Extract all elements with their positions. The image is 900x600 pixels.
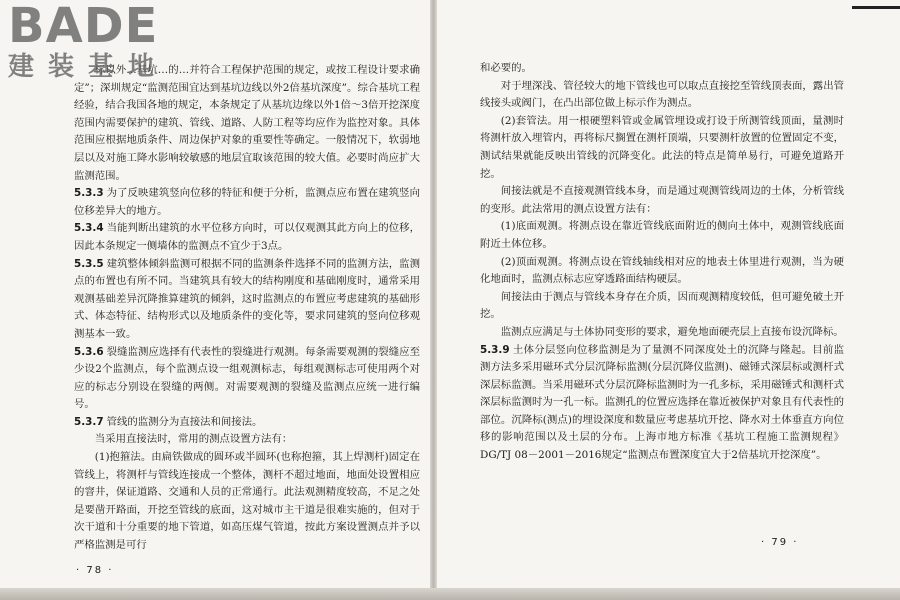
clause-number: 5.3.6: [74, 345, 104, 358]
right-paragraph-8: 监测点应满足与土体协同变形的要求，避免地面硬壳层上直接布设沉降标。: [500, 325, 844, 338]
scan-bottom-shadow: [0, 588, 900, 600]
book-gutter: [430, 0, 437, 600]
clause-number: 5.3.5: [74, 257, 104, 270]
top-edge-rule: [852, 6, 900, 9]
clause-number: 5.3.4: [74, 222, 104, 235]
clause-text: 管线的监测分为直接法和间接法。: [106, 415, 263, 428]
watermark-logo: BADE: [8, 0, 159, 54]
clause-text: 为了反映建筑竖向位移的特征和便于分析，监测点应布置在建筑竖向位移差异大的地方。: [74, 187, 420, 217]
clause-number: 5.3.7: [74, 415, 104, 428]
right-paragraph-3: (2)套管法。用一根硬塑料管或金属管埋设或打设于所测管线顶面，量测时将测杆放入埋管内，再将标尺搁置在测杆顶端，只要测杆放置的位置固定不变，测试结果就能反映出管线的沉降变化。此法的特点是简单易行，可避免道路开挖。: [480, 114, 844, 180]
clause-number: 5.3.3: [74, 187, 104, 200]
clause-text: 土体分层竖向位移监测是为了量测不同深度处土的沉降与隆起。目前监测方法多采用磁环式分层沉降标监测(分层沉降仪监测)、磁锤式深层标或测杆式深层标监测。当采用磁环式分层沉降标监测时为一孔多标，采用磁锤式和测杆式深层标监测时为一孔一标。监测孔的位置应选择在靠近被保护对象且有代表性的部位。沉降标(测点)的埋设深度和数量应考虑基坑开挖、降水对土体垂直方向位移的影响范围以及土层的分布。上海市地方标准《基坑工程施工监测规程》DG/TJ 08－2001－2016规定“监测点布置深度宜大于2倍基坑开挖深度”。: [480, 343, 844, 462]
watermark-subtitle: 建装基地: [8, 52, 169, 82]
right-paragraph-7: 间接法由于测点与管线本身存在介质，因而观测精度较低，但可避免破土开挖。: [480, 290, 844, 321]
clause-5-3-5: [74, 256, 420, 344]
left-paragraph-1: 标以外…基坑…的…并符合工程保护范围的规定，或按工程设计要求确定”；深圳规定“监测范围宜达到基坑边线以外2倍基坑深度”。综合基坑工程经验，结合我国各地的规定，本条规定了从基坑边缘以外1倍～3倍开挖深度范围内需要保护的建筑、管线、道路、人防工程等均应作为监控对象。具体范围应根据地质条件、周边保护对象的重要性等确定。一般情况下，软弱地层以及对施工降水影响较敏感的地层宜取该范围的较大值。必要时尚应扩大监测范围。: [74, 64, 420, 182]
left-paragraph-hoop-method: (1)抱箍法。由扁铁做成的圆环或半圆环(也称抱箍，其上焊测杆)固定在管线上，将测杆与管线连接成一个整体，测杆不超过地面，地面处设置相应的窨井，保证道路、交通和人员的正常通行。此法观测精度较高，不足之处是要凿开路面，开挖至管线的底面，这对城市主干道是很难实施的，但对于次干道和十分重要的地下管道，如高压煤气管道，按此方案设置测点并予以严格监测是可行: [74, 451, 420, 552]
left-page: [0, 0, 430, 600]
clause-text: 建筑整体倾斜监测可根据不同的监测条件选择不同的监测方法，监测点的布置也有所不同。当建筑具有较大的结构刚度和基础刚度时，通常采用观测基础差异沉降推算建筑的倾斜，这时监测点的布置应考虑建筑的基础形式、体态特征、结构形式以及地质条件的变化等，要求同建筑的竖向位移观测基本一致。: [74, 257, 420, 340]
clause-text: 当能判断出建筑的水平位移方向时，可以仅观测其此方向上的位移，因此本条规定一侧墙体的监测点不宜少于3点。: [74, 222, 420, 252]
clause-5-3-7: [74, 414, 420, 432]
clause-5-3-4: [74, 220, 420, 255]
right-paragraph-1: 和必要的。: [480, 62, 532, 74]
clause-5-3-9: [480, 342, 844, 465]
clause-5-3-3: [74, 185, 420, 220]
right-paragraph-2: 对于埋深浅、管径较大的地下管线也可以取点直接挖至管线顶表面，露出管线接头或阀门，在凸出部位做上标示作为测点。: [480, 79, 844, 110]
right-paragraph-6: (2)顶面观测。将测点设在管线轴线相对应的地表土体里进行观测，当为硬化地面时，监测点标志应穿透路面结构硬层。: [480, 255, 844, 286]
right-page: [437, 0, 900, 600]
clause-text: 裂缝监测应选择有代表性的裂缝进行观测。每条需要观测的裂缝应至少设2个监测点，每个监测点设一组观测标志，每组观测标志可使用两个对应的标志分别设在裂缝的两侧。对需要观测的裂缝及监测点应统一进行编号。: [74, 345, 420, 411]
page-number-right: · 79 ·: [761, 537, 799, 548]
clause-5-3-6: [74, 344, 420, 414]
left-paragraph-direct-method: 当采用直接法时，常用的测点设置方法有：: [94, 433, 293, 446]
right-paragraph-4: 间接法就是不直接观测管线本身，而是通过观测管线周边的土体，分析管线的变形。此法常用的测点设置方法有：: [480, 185, 844, 215]
page-number-left: · 78 ·: [76, 565, 114, 576]
right-paragraph-5: (1)底面观测。将测点设在靠近管线底面附近的侧向土体中，观测管线底面附近土体位移。: [480, 220, 844, 250]
clause-number: 5.3.9: [480, 343, 510, 356]
